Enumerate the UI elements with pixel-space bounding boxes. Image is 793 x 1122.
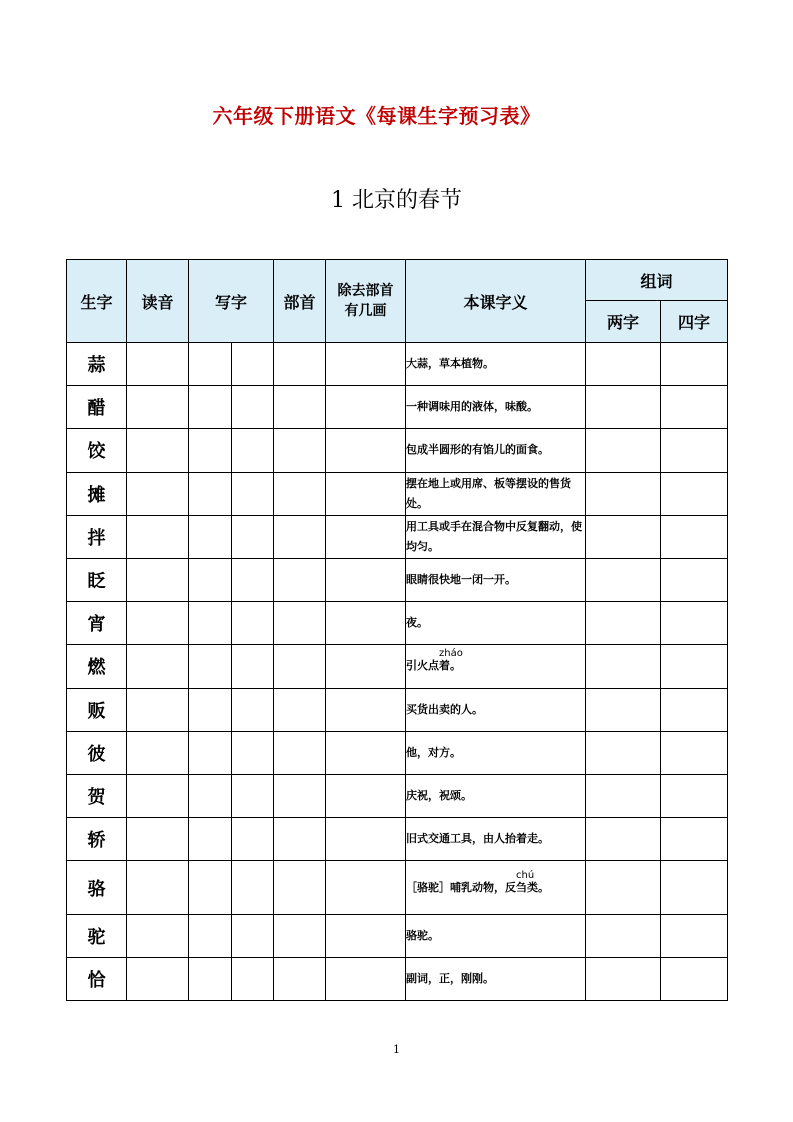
strokes-cell[interactable] (326, 343, 406, 386)
character-cell: 燃 (67, 645, 127, 688)
strokes-cell[interactable] (326, 731, 406, 774)
meaning-cell: 他，对方。 (406, 731, 586, 774)
character-preview-table (66, 259, 728, 1001)
two-char-word-cell[interactable] (586, 515, 661, 558)
reading-cell[interactable] (127, 688, 189, 731)
meaning-text-post: 类。 (527, 880, 550, 894)
strokes-cell[interactable] (326, 958, 406, 1001)
table-row (67, 429, 728, 472)
four-char-word-cell[interactable] (661, 429, 728, 472)
header-four-char: 四字 (661, 301, 728, 343)
character-cell: 蒜 (67, 343, 127, 386)
reading-cell[interactable] (127, 818, 189, 861)
radical-cell[interactable] (274, 602, 326, 645)
two-char-word-cell[interactable] (586, 915, 661, 958)
character-cell: 恰 (67, 958, 127, 1001)
strokes-cell[interactable] (326, 774, 406, 817)
radical-cell[interactable] (274, 429, 326, 472)
reading-cell[interactable] (127, 602, 189, 645)
table-row (67, 386, 728, 429)
header-strokes-line1: 除去部首 (337, 283, 394, 299)
character-cell: 醋 (67, 386, 127, 429)
two-char-word-cell[interactable] (586, 958, 661, 1001)
two-char-word-cell[interactable] (586, 818, 661, 861)
header-strokes (326, 260, 406, 343)
four-char-word-cell[interactable] (661, 731, 728, 774)
reading-cell[interactable] (127, 958, 189, 1001)
table-row (67, 515, 728, 558)
writing-cell-1[interactable] (189, 861, 232, 915)
radical-cell[interactable] (274, 731, 326, 774)
pinyin-annotation: chú (516, 869, 535, 881)
table-row (67, 915, 728, 958)
character-cell: 骆 (67, 861, 127, 915)
writing-cell-2[interactable] (232, 515, 274, 558)
reading-cell[interactable] (127, 915, 189, 958)
strokes-cell[interactable] (326, 515, 406, 558)
radical-cell[interactable] (274, 688, 326, 731)
header-char: 生字 (67, 260, 127, 343)
two-char-word-cell[interactable] (586, 774, 661, 817)
reading-cell[interactable] (127, 472, 189, 515)
four-char-word-cell[interactable] (661, 515, 728, 558)
writing-cell-2[interactable] (232, 688, 274, 731)
two-char-word-cell[interactable] (586, 602, 661, 645)
writing-cell-2[interactable] (232, 645, 274, 688)
four-char-word-cell[interactable] (661, 818, 728, 861)
lesson-title: 1 北京的春节 (331, 188, 462, 213)
writing-cell-1[interactable] (189, 472, 232, 515)
character-cell: 驼 (67, 915, 127, 958)
strokes-cell[interactable] (326, 602, 406, 645)
four-char-word-cell[interactable] (661, 915, 728, 958)
meaning-cell: 眼睛很快地一闭一开。 (406, 558, 586, 601)
table-row (67, 774, 728, 817)
writing-cell-2[interactable] (232, 602, 274, 645)
radical-cell[interactable] (274, 958, 326, 1001)
writing-cell-1[interactable] (189, 774, 232, 817)
writing-cell-1[interactable] (189, 429, 232, 472)
four-char-word-cell[interactable] (661, 774, 728, 817)
two-char-word-cell[interactable] (586, 861, 661, 915)
table-row (67, 558, 728, 601)
meaning-cell: 包成半圆形的有馅儿的面食。 (406, 429, 586, 472)
writing-cell-2[interactable] (232, 343, 274, 386)
two-char-word-cell[interactable] (586, 688, 661, 731)
radical-cell[interactable] (274, 645, 326, 688)
writing-cell-2[interactable] (232, 558, 274, 601)
reading-cell[interactable] (127, 515, 189, 558)
writing-cell-1[interactable] (189, 602, 232, 645)
table-row (67, 645, 728, 688)
strokes-cell[interactable] (326, 818, 406, 861)
writing-cell-2[interactable] (232, 958, 274, 1001)
two-char-word-cell[interactable] (586, 343, 661, 386)
two-char-word-cell[interactable] (586, 472, 661, 515)
meaning-text-post: 。 (450, 659, 462, 673)
meaning-cell: 用工具或手在混合物中反复翻动，使均匀。 (406, 515, 586, 558)
header-radical: 部首 (274, 260, 326, 343)
four-char-word-cell[interactable] (661, 472, 728, 515)
writing-cell-1[interactable] (189, 515, 232, 558)
two-char-word-cell[interactable] (586, 731, 661, 774)
meaning-text-pre: 引火点 (406, 659, 440, 673)
reading-cell[interactable] (127, 861, 189, 915)
four-char-word-cell[interactable] (661, 386, 728, 429)
writing-cell-1[interactable] (189, 958, 232, 1001)
writing-cell-1[interactable] (189, 386, 232, 429)
meaning-cell: 旧式交通工具，由人抬着走。 (406, 818, 586, 861)
radical-cell[interactable] (274, 515, 326, 558)
meaning-cell: 副词，正，刚刚。 (406, 958, 586, 1001)
ruby-base-char: 着 (439, 659, 451, 673)
meaning-cell: 一种调味用的液体，味酸。 (406, 386, 586, 429)
table-row (67, 602, 728, 645)
writing-cell-1[interactable] (189, 731, 232, 774)
radical-cell[interactable] (274, 343, 326, 386)
header-writing: 写字 (189, 260, 274, 343)
strokes-cell[interactable] (326, 429, 406, 472)
ruby-group (439, 648, 463, 676)
table-row (67, 818, 728, 861)
meaning-cell (406, 861, 586, 915)
four-char-word-cell[interactable] (661, 645, 728, 688)
meaning-text-pre: ［骆驼］哺乳动物，反 (406, 880, 517, 894)
reading-cell[interactable] (127, 558, 189, 601)
table-row (67, 688, 728, 731)
radical-cell[interactable] (274, 774, 326, 817)
meaning-cell: 骆驼。 (406, 915, 586, 958)
writing-cell-1[interactable] (189, 645, 232, 688)
pinyin-annotation: zháo (439, 648, 463, 660)
header-two-char: 两字 (586, 301, 661, 343)
strokes-cell[interactable] (326, 558, 406, 601)
radical-cell[interactable] (274, 558, 326, 601)
character-cell: 贩 (67, 688, 127, 731)
writing-cell-1[interactable] (189, 688, 232, 731)
writing-cell-2[interactable] (232, 472, 274, 515)
two-char-word-cell[interactable] (586, 645, 661, 688)
writing-cell-2[interactable] (232, 861, 274, 915)
reading-cell[interactable] (127, 731, 189, 774)
four-char-word-cell[interactable] (661, 558, 728, 601)
character-cell: 拌 (67, 515, 127, 558)
meaning-cell: 买货出卖的人。 (406, 688, 586, 731)
four-char-word-cell[interactable] (661, 602, 728, 645)
ruby-base-char: 刍 (516, 880, 528, 894)
two-char-word-cell[interactable] (586, 558, 661, 601)
character-cell: 摊 (67, 472, 127, 515)
writing-cell-1[interactable] (189, 558, 232, 601)
radical-cell[interactable] (274, 818, 326, 861)
writing-cell-2[interactable] (232, 818, 274, 861)
ruby-group (516, 869, 535, 898)
writing-cell-2[interactable] (232, 774, 274, 817)
reading-cell[interactable] (127, 429, 189, 472)
writing-cell-2[interactable] (232, 386, 274, 429)
character-cell: 轿 (67, 818, 127, 861)
header-reading: 读音 (127, 260, 189, 343)
writing-cell-2[interactable] (232, 429, 274, 472)
meaning-cell: 大蒜，草本植物。 (406, 343, 586, 386)
document-title: 六年级下册语文《每课生字预习表》 (212, 104, 541, 128)
radical-cell[interactable] (274, 915, 326, 958)
strokes-cell[interactable] (326, 645, 406, 688)
page-number: 1 (393, 1043, 400, 1056)
table-row (67, 958, 728, 1001)
character-cell: 饺 (67, 429, 127, 472)
radical-cell[interactable] (274, 861, 326, 915)
four-char-word-cell[interactable] (661, 958, 728, 1001)
reading-cell[interactable] (127, 343, 189, 386)
header-strokes-line2: 有几画 (344, 303, 387, 319)
strokes-cell[interactable] (326, 915, 406, 958)
reading-cell[interactable] (127, 645, 189, 688)
character-cell: 彼 (67, 731, 127, 774)
writing-cell-2[interactable] (232, 731, 274, 774)
strokes-cell[interactable] (326, 472, 406, 515)
radical-cell[interactable] (274, 386, 326, 429)
character-cell: 宵 (67, 602, 127, 645)
character-cell: 贺 (67, 774, 127, 817)
four-char-word-cell[interactable] (661, 688, 728, 731)
four-char-word-cell[interactable] (661, 343, 728, 386)
two-char-word-cell[interactable] (586, 429, 661, 472)
writing-cell-1[interactable] (189, 343, 232, 386)
meaning-cell: 夜。 (406, 602, 586, 645)
meaning-cell: 庆祝，祝颂。 (406, 774, 586, 817)
writing-cell-1[interactable] (189, 915, 232, 958)
two-char-word-cell[interactable] (586, 386, 661, 429)
meaning-cell: 摆在地上或用席、板等摆设的售货处。 (406, 472, 586, 515)
radical-cell[interactable] (274, 472, 326, 515)
four-char-word-cell[interactable] (661, 861, 728, 915)
writing-cell-1[interactable] (189, 818, 232, 861)
character-cell: 眨 (67, 558, 127, 601)
meaning-cell (406, 645, 586, 688)
table-row (67, 472, 728, 515)
header-row (67, 260, 728, 301)
strokes-cell[interactable] (326, 688, 406, 731)
table-body (67, 343, 728, 1001)
table-row (67, 731, 728, 774)
reading-cell[interactable] (127, 386, 189, 429)
header-words: 组词 (586, 260, 728, 301)
strokes-cell[interactable] (326, 861, 406, 915)
writing-cell-2[interactable] (232, 915, 274, 958)
table-row (67, 861, 728, 915)
table-row (67, 343, 728, 386)
header-meaning: 本课字义 (406, 260, 586, 343)
reading-cell[interactable] (127, 774, 189, 817)
strokes-cell[interactable] (326, 386, 406, 429)
